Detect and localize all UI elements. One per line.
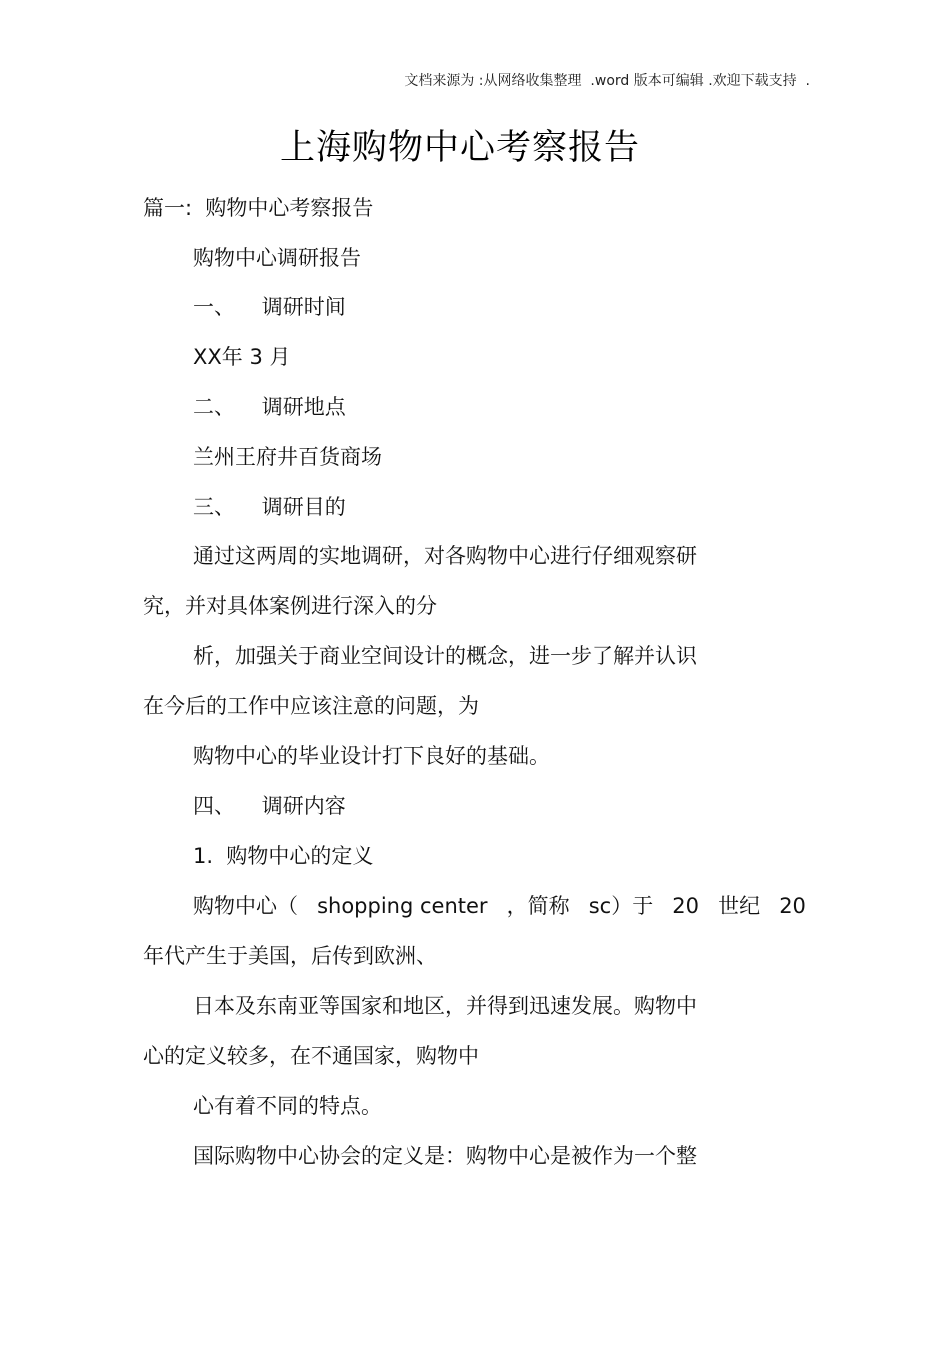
paragraph-line: 究，并对具体案例进行深入的分 bbox=[143, 594, 437, 618]
paragraph-line: 通过这两周的实地调研，对各购物中心进行仔细观察研 bbox=[193, 544, 697, 568]
section-heading: 篇一: 购物中心考察报告 bbox=[143, 196, 374, 220]
report-subtitle: 购物中心调研报告 bbox=[193, 246, 361, 270]
paragraph-line: 年代产生于美国，后传到欧洲、 bbox=[143, 944, 437, 968]
item-heading-location: 二、 调研地点 bbox=[193, 395, 346, 419]
header-note: 文档来源为 :从网络收集整理 .word 版本可编辑 .欢迎下载支持 . bbox=[404, 73, 810, 89]
text-fragment: shopping center bbox=[317, 894, 488, 918]
paragraph-line: 购物中心的毕业设计打下良好的基础。 bbox=[193, 744, 550, 768]
paragraph-line: 心有着不同的特点。 bbox=[193, 1094, 382, 1118]
paragraph-line: 析，加强关于商业空间设计的概念，进一步了解并认识 bbox=[193, 644, 697, 668]
text-fragment: 世纪 bbox=[718, 894, 761, 918]
paragraph-line: 心的定义较多，在不通国家，购物中 bbox=[143, 1044, 479, 1068]
item-heading-purpose: 三、 调研目的 bbox=[193, 495, 346, 519]
text-fragment: 购物中心（ bbox=[193, 894, 298, 918]
paragraph-line: 日本及东南亚等国家和地区，并得到迅速发展。购物中 bbox=[193, 994, 697, 1018]
item-heading-content: 四、 调研内容 bbox=[193, 794, 346, 818]
text-fragment: 20 bbox=[779, 894, 806, 918]
text-fragment: ，简称 bbox=[506, 894, 570, 918]
paragraph-line: 在今后的工作中应该注意的问题，为 bbox=[143, 694, 479, 718]
paragraph-line: XX年 3 月 bbox=[193, 345, 291, 369]
subheading-definition: 1. 购物中心的定义 bbox=[193, 844, 374, 868]
item-heading-time: 一、 调研时间 bbox=[193, 295, 346, 319]
text-fragment: 20 bbox=[672, 894, 700, 918]
text-fragment: sc）于 bbox=[588, 894, 654, 918]
paragraph-line-justified bbox=[193, 891, 806, 921]
document-title: 上海购物中心考察报告 bbox=[279, 128, 640, 168]
paragraph-line: 国际购物中心协会的定义是：购物中心是被作为一个整 bbox=[193, 1144, 697, 1168]
paragraph-line: 兰州王府井百货商场 bbox=[193, 445, 382, 469]
